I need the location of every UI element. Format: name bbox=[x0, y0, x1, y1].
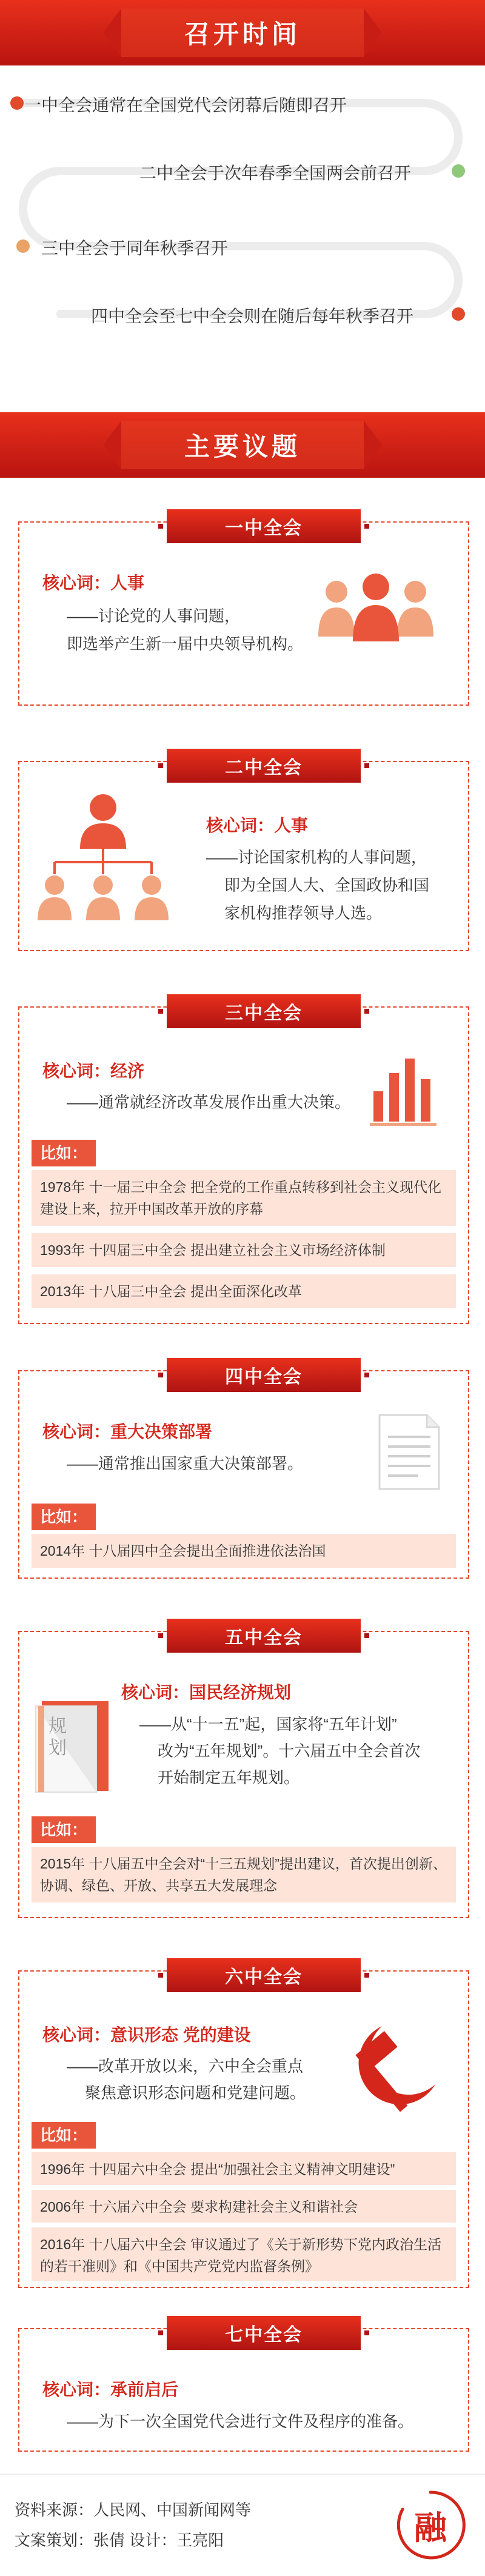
timeline-dot-2 bbox=[452, 164, 465, 178]
example-4-1: 2014年 十八届四中全会提出全面推进依法治国 bbox=[32, 1534, 456, 1568]
meeting-tag-6: 六中全会 bbox=[167, 1958, 361, 1992]
plan-book-label: 规划 bbox=[48, 1716, 67, 1758]
example-6-1: 1996年 十四届六中全会 提出“加强社会主义精神文明建设” bbox=[32, 2152, 456, 2185]
meeting-keyword-4: 核心词：重大决策部署 bbox=[42, 1422, 213, 1441]
example-label-6: 比如： bbox=[32, 2122, 96, 2149]
timeline-item-3: 三中全会于同年秋季召开 bbox=[41, 239, 229, 258]
meeting-desc-3: ——通常就经济改革发展作出重大决策。 bbox=[67, 1093, 351, 1111]
example-6-3: 2016年 十八届六中全会 审议通过了《关于新形势下党内政治生活的若干准则》和《中国共产党党内监督条例》 bbox=[32, 2227, 456, 2281]
meeting-desc-2b: 即为全国人大、全国政协和国 bbox=[224, 876, 430, 894]
meeting-keyword-6: 核心词：意识形态 党的建设 bbox=[42, 2026, 251, 2044]
meeting-tag-1: 一中全会 bbox=[167, 509, 361, 543]
timeline-item-4: 四中全会至七中全会则在随后每年秋季召开 bbox=[91, 307, 414, 326]
timeline-dot-1 bbox=[10, 96, 24, 110]
meeting-keyword-7: 核心词：承前启后 bbox=[42, 2380, 179, 2399]
meeting-desc-5a: ——从“十一五”起，国家将“五年计划” bbox=[139, 1715, 397, 1733]
timing-banner bbox=[0, 0, 485, 65]
example-3-3: 2013年 十八届三中全会 提出全面深化改革 bbox=[32, 1274, 456, 1308]
footer-divider bbox=[0, 2474, 485, 2475]
meeting-desc-5b: 改为“五年规划”。十六届五中全会首次 bbox=[158, 1742, 421, 1760]
meeting-desc-1a: ——讨论党的人事问题， bbox=[67, 607, 241, 625]
topics-title: 主要议题 bbox=[184, 432, 301, 461]
meeting-tag-7: 七中全会 bbox=[167, 2316, 361, 2350]
meeting-desc-2a: ——讨论国家机构的人事问题， bbox=[206, 848, 427, 866]
meeting-desc-2c: 家机构推荐领导人选。 bbox=[224, 904, 383, 922]
example-3-1: 1978年 十一届三中全会 把全党的工作重点转移到社会主义现代化建设上来，拉开中国改革开放的序幕 bbox=[32, 1170, 456, 1226]
meeting-keyword-3: 核心词：经济 bbox=[42, 1062, 145, 1080]
timeline-dot-4 bbox=[452, 307, 465, 321]
meeting-tag-2: 二中全会 bbox=[167, 749, 361, 783]
bar-chart-icon bbox=[370, 1055, 443, 1128]
timing-title: 召开时间 bbox=[184, 20, 301, 49]
meeting-tag-3: 三中全会 bbox=[167, 994, 361, 1028]
example-5-1: 2015年 十八届五中全会对“十三五规划”提出建议，首次提出创新、协调、绿色、开放、共享五大发展理念 bbox=[32, 1847, 456, 1902]
people-group-icon bbox=[309, 570, 443, 649]
meeting-desc-1b: 即选举产生新一届中央领导机构。 bbox=[67, 635, 304, 653]
meeting-desc-4: ——通常推出国家重大决策部署。 bbox=[67, 1454, 304, 1473]
example-3-2: 1993年 十四届三中全会 提出建立社会主义市场经济体制 bbox=[32, 1233, 456, 1267]
timeline-item-2: 二中全会于次年春季全国两会前召开 bbox=[139, 164, 412, 182]
party-emblem-icon bbox=[340, 2019, 443, 2122]
meeting-keyword-2: 核心词：人事 bbox=[206, 816, 309, 835]
org-chart-icon bbox=[30, 788, 176, 928]
timeline-dot-3 bbox=[16, 239, 30, 253]
topics-banner bbox=[0, 412, 485, 478]
meeting-keyword-1: 核心词：人事 bbox=[42, 574, 145, 592]
example-6-2: 2006年 十六届六中全会 要求构建社会主义和谐社会 bbox=[32, 2190, 456, 2223]
meeting-keyword-5: 核心词：国民经济规划 bbox=[121, 1683, 292, 1702]
meeting-desc-5c: 开始制定五年规划。 bbox=[158, 1768, 300, 1787]
footer-credits: 文案策划：张倩 设计：王亮阳 bbox=[15, 2531, 224, 2549]
meeting-tag-4: 四中全会 bbox=[167, 1358, 361, 1392]
meeting-desc-7: ——为下一次全国党代会进行文件及程序的准备。 bbox=[67, 2412, 414, 2430]
example-label-4: 比如： bbox=[32, 1504, 96, 1530]
timeline-item-1: 一中全会通常在全国党代会闭幕后随即召开 bbox=[24, 96, 347, 115]
footer-source: 资料来源：人民网、中国新闻网等 bbox=[15, 2501, 252, 2519]
meeting-desc-6b: 聚焦意识形态问题和党建问题。 bbox=[85, 2084, 306, 2102]
meeting-desc-6a: ——改革开放以来，六中全会重点 bbox=[67, 2057, 304, 2075]
meeting-tag-5: 五中全会 bbox=[167, 1619, 361, 1653]
example-label-5: 比如： bbox=[32, 1816, 96, 1843]
document-icon bbox=[376, 1413, 443, 1491]
example-label-3: 比如： bbox=[32, 1140, 96, 1166]
stamp-text: 融 bbox=[414, 2507, 447, 2547]
